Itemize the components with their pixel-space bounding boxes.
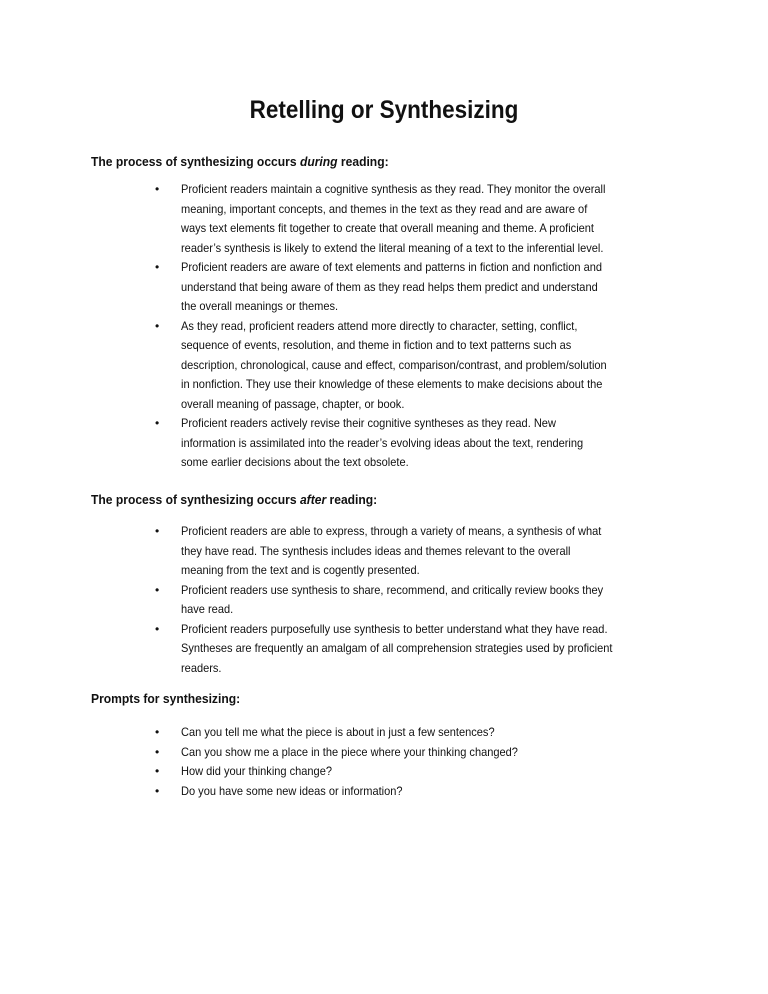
heading-emphasis: during: [299, 154, 338, 169]
page-title: Retelling or Synthesizing: [249, 96, 519, 124]
list-item-text: sequence of events, resolution, and theme in fiction and to text patterns such as: [181, 338, 572, 352]
bullet-list: [155, 723, 547, 801]
bullet-icon: •: [155, 725, 160, 739]
bullet-icon: •: [155, 182, 160, 196]
list-item-text: overall meaning of passage, chapter, or book.: [181, 396, 405, 411]
heading-text: reading:: [337, 154, 389, 169]
list-item-text: How did your thinking change?: [181, 764, 332, 778]
list-item: [155, 581, 650, 620]
heading-text: The process of synthesizing occurs: [91, 154, 300, 169]
list-item: [155, 620, 650, 679]
heading-text: Prompts for synthesizing:: [91, 691, 241, 706]
bullet-icon: •: [155, 744, 160, 759]
list-item: [155, 258, 644, 317]
list-item-text: meaning, important concepts, and themes in the text as they read and are aware of: [181, 201, 588, 216]
bullet-icon: •: [155, 764, 160, 778]
list-item-text: some earlier decisions about the text obsolete.: [181, 455, 409, 469]
list-item-text: description, chronological, cause and effect, comparison/contrast, and problem/solution: [181, 357, 607, 372]
list-item-text: they have read. The synthesis includes ideas and themes relevant to the overall: [181, 543, 571, 558]
bullet-icon: •: [155, 783, 160, 798]
list-item-text: ways text elements fit together to create that overall meaning and theme. A proficient: [181, 221, 595, 235]
list-item-text: readers.: [181, 660, 222, 675]
bullet-icon: •: [155, 260, 160, 274]
section-heading: [91, 492, 377, 507]
list-item: [155, 317, 644, 415]
list-item-text: Proficient readers are aware of text elements and patterns in fiction and nonfiction and: [181, 260, 603, 274]
section-heading: [91, 691, 240, 706]
heading-text: The process of synthesizing occurs: [91, 492, 300, 507]
heading-text: reading:: [326, 492, 378, 507]
bullet-icon: •: [155, 582, 160, 597]
heading-emphasis: after: [299, 492, 327, 507]
list-item-text: information is assimilated into the reader’s evolving ideas about the text, rendering: [181, 435, 584, 450]
list-item-text: Can you show me a place in the piece where your thinking changed?: [181, 744, 518, 759]
bullet-icon: •: [155, 416, 160, 430]
list-item-text: meaning from the text and is cogently presented.: [181, 563, 420, 577]
list-item-text: As they read, proficient readers attend more directly to character, setting, conflict,: [181, 318, 578, 333]
bullet-list: [155, 522, 650, 678]
section-heading: [91, 154, 389, 169]
bullet-icon: •: [155, 318, 160, 333]
list-item-text: reader’s synthesis is likely to extend the literal meaning of a text to the inferential level.: [181, 240, 604, 255]
list-item: [155, 782, 547, 802]
list-item-text: Do you have some new ideas or information?: [181, 783, 403, 798]
list-item-text: have read.: [181, 602, 234, 616]
list-item-text: Proficient readers actively revise their cognitive syntheses as they read. New: [181, 416, 556, 430]
list-item-text: Syntheses are frequently an amalgam of all comprehension strategies used by proficient: [181, 641, 613, 655]
bullet-list: [155, 180, 644, 473]
list-item: [155, 414, 644, 473]
list-item: [155, 180, 644, 258]
list-item: [155, 723, 547, 743]
list-item: [155, 522, 650, 581]
bullet-icon: •: [155, 524, 160, 538]
list-item-text: Proficient readers purposefully use synthesis to better understand what they have read.: [181, 621, 608, 636]
list-item: [155, 743, 547, 763]
list-item-text: Proficient readers use synthesis to share, recommend, and critically review books they: [181, 582, 604, 597]
list-item-text: the overall meanings or themes.: [181, 299, 339, 313]
list-item-text: in nonfiction. They use their knowledge of these elements to make decisions about the: [181, 377, 603, 391]
list-item-text: Can you tell me what the piece is about in just a few sentences?: [181, 725, 495, 739]
list-item-text: Proficient readers maintain a cognitive synthesis as they read. They monitor the overall: [181, 182, 606, 196]
list-item: [155, 762, 547, 782]
bullet-icon: •: [155, 621, 160, 636]
list-item-text: understand that being aware of them as they read helps them predict and understand: [181, 279, 598, 294]
list-item-text: Proficient readers are able to express, through a variety of means, a synthesis of what: [181, 524, 602, 538]
